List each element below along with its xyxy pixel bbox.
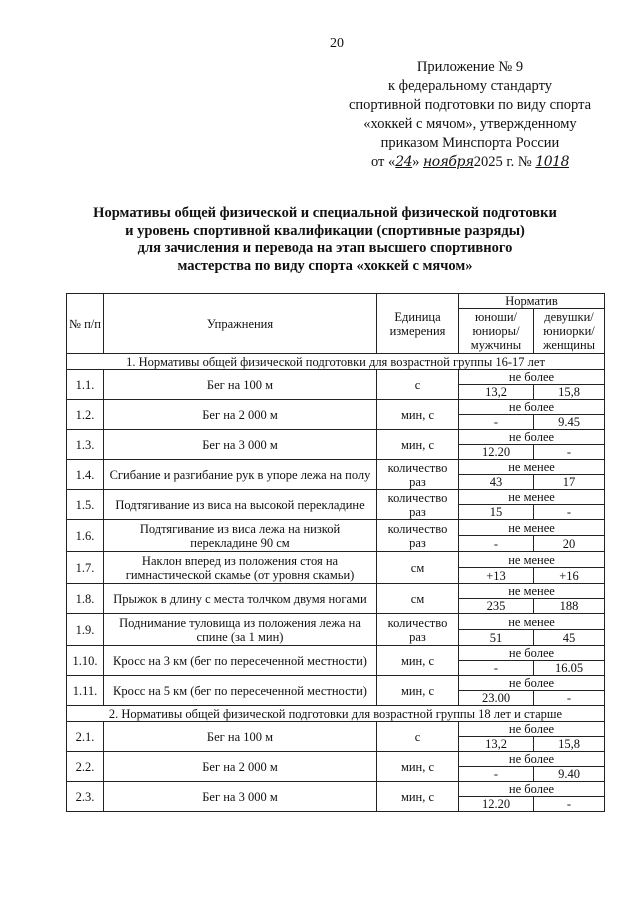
row-exercise: Кросс на 3 км (бег по пересеченной местности)	[104, 646, 377, 676]
table-row	[67, 430, 605, 445]
row-condition: не более	[459, 722, 605, 737]
row-num: 2.1.	[67, 722, 104, 752]
row-num: 1.10.	[67, 646, 104, 676]
date-mid: »	[412, 154, 420, 170]
row-male-value: -	[459, 415, 534, 430]
row-num: 1.2.	[67, 400, 104, 430]
row-exercise: Подтягивание из виса лежа на низкой перекладине 90 см	[104, 520, 377, 552]
row-female-value: 45	[534, 630, 605, 646]
row-num: 2.3.	[67, 782, 104, 812]
row-condition: не менее	[459, 614, 605, 630]
row-exercise: Наклон вперед из положения стоя на гимнастической скамье (от уровня скамьи)	[104, 552, 377, 584]
row-unit: количество раз	[377, 614, 459, 646]
header-male: юноши/ юниоры/ мужчины	[459, 309, 534, 354]
row-female-value: 20	[534, 536, 605, 552]
row-female-value: 15,8	[534, 385, 605, 400]
row-unit: мин, с	[377, 752, 459, 782]
row-condition: не менее	[459, 584, 605, 599]
date-year: 2025 г. №	[473, 154, 532, 170]
row-unit: с	[377, 370, 459, 400]
row-female-value: -	[534, 797, 605, 812]
document-title	[70, 205, 580, 275]
row-female-value: 188	[534, 599, 605, 614]
row-condition: не более	[459, 782, 605, 797]
row-exercise: Подтягивание из виса на высокой перекладине	[104, 490, 377, 520]
row-male-value: 43	[459, 475, 534, 490]
table-row	[67, 400, 605, 415]
header-female: девушки/ юниорки/ женщины	[534, 309, 605, 354]
row-female-value: +16	[534, 568, 605, 584]
section-row	[67, 354, 605, 370]
header-num: № п/п	[67, 294, 104, 354]
row-condition: не более	[459, 430, 605, 445]
appendix-line: «хоккей с мячом», утвержденному	[363, 116, 577, 132]
table-row	[67, 552, 605, 568]
row-exercise: Бег на 3 000 м	[104, 430, 377, 460]
title-line: Нормативы общей физической и специальной физической подготовки	[93, 205, 557, 221]
section-title: 1. Нормативы общей физической подготовки для возрастной группы 16-17 лет	[67, 354, 605, 370]
appendix-date-line	[340, 153, 600, 172]
row-unit: количество раз	[377, 460, 459, 490]
row-male-value: +13	[459, 568, 534, 584]
row-exercise: Бег на 2 000 м	[104, 752, 377, 782]
table-row	[67, 370, 605, 385]
row-exercise: Бег на 3 000 м	[104, 782, 377, 812]
table-row	[67, 490, 605, 505]
row-male-value: 23.00	[459, 691, 534, 706]
row-male-value: -	[459, 536, 534, 552]
row-unit: мин, с	[377, 676, 459, 706]
table-row	[67, 460, 605, 475]
title-line: для зачисления и перевода на этап высшего спортивного	[137, 240, 513, 256]
row-num: 1.8.	[67, 584, 104, 614]
row-male-value: 13,2	[459, 385, 534, 400]
row-female-value: 15,8	[534, 737, 605, 752]
section-title: 2. Нормативы общей физической подготовки для возрастной группы 18 лет и старше	[67, 706, 605, 722]
row-num: 1.9.	[67, 614, 104, 646]
row-female-value: -	[534, 505, 605, 520]
row-condition: не более	[459, 400, 605, 415]
row-unit: мин, с	[377, 400, 459, 430]
page-number: 20	[330, 36, 344, 51]
appendix-line: приказом Минспорта России	[380, 135, 560, 151]
table-row	[67, 752, 605, 767]
row-unit: с	[377, 722, 459, 752]
appendix-line: к федеральному стандарту	[388, 78, 552, 94]
handwritten-order-number: 1018	[535, 154, 569, 170]
row-exercise: Бег на 100 м	[104, 722, 377, 752]
row-female-value: 16.05	[534, 661, 605, 676]
appendix-header	[340, 58, 600, 172]
row-num: 1.3.	[67, 430, 104, 460]
handwritten-day: 24	[395, 154, 413, 170]
row-num: 2.2.	[67, 752, 104, 782]
header-exercise: Упражнения	[104, 294, 377, 354]
row-exercise: Бег на 100 м	[104, 370, 377, 400]
row-exercise: Прыжок в длину с места толчком двумя ногами	[104, 584, 377, 614]
table-row	[67, 722, 605, 737]
row-condition: не менее	[459, 490, 605, 505]
row-male-value: 13,2	[459, 737, 534, 752]
title-line: и уровень спортивной квалификации (спортивные разряды)	[125, 222, 525, 239]
table-row	[67, 676, 605, 691]
handwritten-month: ноября	[422, 154, 474, 170]
row-male-value: -	[459, 767, 534, 782]
table-row	[67, 614, 605, 630]
row-male-value: 12.20	[459, 445, 534, 460]
row-male-value: 51	[459, 630, 534, 646]
row-condition: не менее	[459, 552, 605, 568]
row-unit: мин, с	[377, 782, 459, 812]
row-male-value: 235	[459, 599, 534, 614]
row-condition: не менее	[459, 460, 605, 475]
row-unit: мин, с	[377, 646, 459, 676]
row-female-value: -	[534, 445, 605, 460]
table-row	[67, 520, 605, 536]
row-condition: не более	[459, 370, 605, 385]
row-condition: не более	[459, 646, 605, 661]
row-exercise: Сгибание и разгибание рук в упоре лежа на полу	[104, 460, 377, 490]
row-num: 1.5.	[67, 490, 104, 520]
row-male-value: 15	[459, 505, 534, 520]
header-unit: Единица измерения	[377, 294, 459, 354]
row-condition: не более	[459, 752, 605, 767]
appendix-line: Приложение № 9	[416, 59, 524, 75]
row-unit: см	[377, 584, 459, 614]
row-exercise: Поднимание туловища из положения лежа на спине (за 1 мин)	[104, 614, 377, 646]
header-norm: Норматив	[459, 294, 605, 309]
row-female-value: 9.40	[534, 767, 605, 782]
row-unit: количество раз	[377, 520, 459, 552]
row-num: 1.7.	[67, 552, 104, 584]
table-row	[67, 584, 605, 599]
row-exercise: Кросс на 5 км (бег по пересеченной местности)	[104, 676, 377, 706]
title-line: мастерства по виду спорта «хоккей с мячом»	[177, 257, 473, 274]
row-female-value: 9.45	[534, 415, 605, 430]
row-num: 1.4.	[67, 460, 104, 490]
row-male-value: -	[459, 661, 534, 676]
row-condition: не менее	[459, 520, 605, 536]
row-condition: не более	[459, 676, 605, 691]
row-female-value: 17	[534, 475, 605, 490]
row-unit: мин, с	[377, 430, 459, 460]
row-num: 1.6.	[67, 520, 104, 552]
row-exercise: Бег на 2 000 м	[104, 400, 377, 430]
row-unit: см	[377, 552, 459, 584]
table-row	[67, 646, 605, 661]
row-num: 1.11.	[67, 676, 104, 706]
row-unit: количество раз	[377, 490, 459, 520]
row-num: 1.1.	[67, 370, 104, 400]
norms-table	[66, 293, 605, 812]
row-male-value: 12.20	[459, 797, 534, 812]
row-female-value: -	[534, 691, 605, 706]
date-prefix: от «	[371, 154, 396, 170]
appendix-line: спортивной подготовки по виду спорта	[348, 97, 592, 113]
section-row	[67, 706, 605, 722]
table-row	[67, 782, 605, 797]
